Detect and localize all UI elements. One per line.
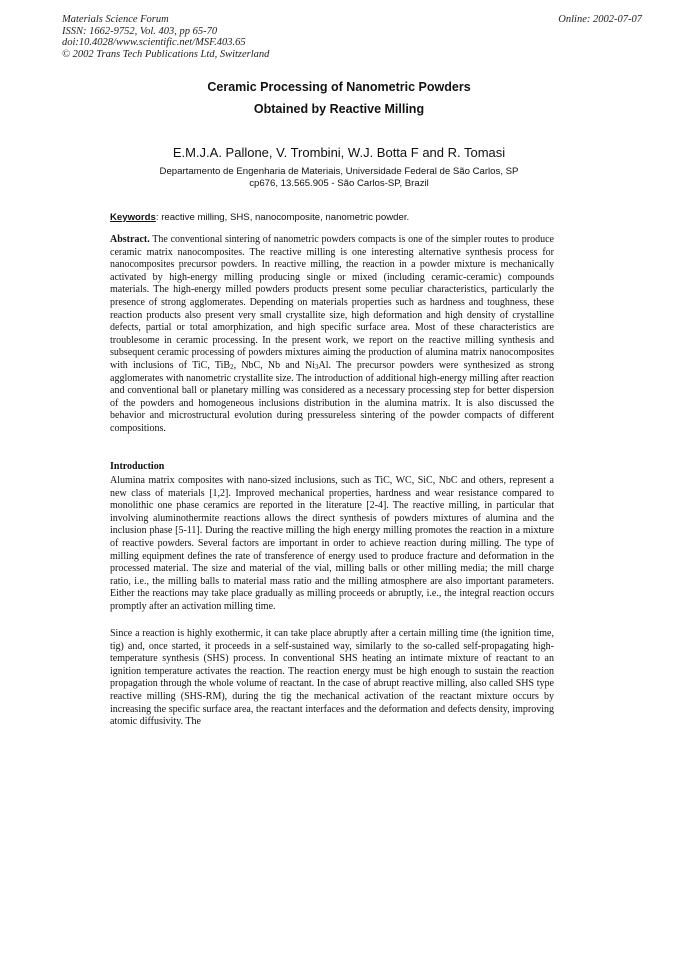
keywords — [110, 212, 409, 223]
abstract — [110, 234, 554, 436]
introduction-paragraph-1: Alumina matrix composites with nano-sized inclusions, such as TiC, WC, SiC, NbC and others, represent a new class of materials [1,2]. Improved mechanical properties, hardness and wear resistance compared to monolithic one phase ceramics are reported in the literature [2-4]. The reactive milling, in particular that involving aluminothermite reactions allows the direct synthesis of powders mixtures of alumina and the inclusion phase [5-11]. During the reactive milling the high energy milling promotes the reaction in a mixture of reactive powders. Several factors are important in order to achieve reaction during milling. The type of milling equipment defines the rate of transference of energy used to produce fracture and deformation in the processed material. The size and material of the vial, milling balls or other milling media; the mill charge ratio, i.e., the milling balls to material mass ratio and the milling atmosphere are also important parameters. Either the reactions may take place gradually as milling proceeds or abruptly, i.e., the integral reaction occurs promptly after an activation milling time. — [110, 475, 554, 612]
author-list: E.M.J.A. Pallone, V. Trombini, W.J. Botta F and R. Tomasi — [172, 145, 506, 160]
abstract-text-3: Al. The precursor powders were synthesized as strong agglomerates with nanometric crystallite size. The introduction of additional high-energy milling after reaction and conventional ball or planetary milling was considered as a necessary processing step for better dispersion of the powders and homogeneous inclusions distribution in the alumina matrix. It is also discussed the behavior and microstructural evolution during pressureless sintering of the powder compacts of different compositions. — [110, 359, 554, 434]
affiliation-line2: cp676, 13.565.905 - São Carlos-SP, Brazil — [249, 178, 429, 189]
paper-title-line1: Ceramic Processing of Nanometric Powders — [207, 80, 471, 94]
abstract-text-1: The conventional sintering of nanometric powders compacts is one of the simpler routes to produce ceramic matrix nanocomposites. The reactive milling is one interesting alternative synthesis process for nanocomposites precursor powders. In reactive milling, the reaction in a powder mixture is mechanically activated by high-energy milling producing single or mixed (including ceramic-ceramic) compounds materials. The high-energy milled powders products present some peculiar characteristics, particularly the presence of strong agglomerates. Depending on materials properties such as hardness and toughness, these reaction products also present very small crystallite size, high deformation and high density of crystalline defects, partial or total amorphization, and high specific surface area. Most of these characteristics are troublesome in ceramic processing. In the present work, we report on the reactive milling synthesis and subsequent ceramic processing of powders mixtures aiming the production of alumina matrix nanocomposites with inclusions of TiC, TiB — [110, 234, 554, 371]
keywords-label: Keywords — [110, 212, 156, 223]
doi-line: doi:10.4028/www.scientific.net/MSF.403.65 — [62, 37, 246, 49]
subscript-2: 2 — [230, 362, 234, 371]
journal-name: Materials Science Forum — [62, 14, 169, 25]
introduction-heading: Introduction — [110, 461, 165, 472]
introduction-paragraph-2: Since a reaction is highly exothermic, it can take place abruptly after a certain milling time (the ignition time, tig) and, once started, it proceeds in a self-sustained way, similarly to the so-called self-propagating high-temperature synthesis (SHS) process. In conventional SHS heating an intimate mixture of reactant to an ignition temperature activates the reaction. The reaction energy must be high enough to sustain the reaction propagation through the whole volume of reactant. In the case of abrupt reactive milling, also called SHS type reactive milling (SHS-RM), during the tig the mechanical activation of the reactant mixture occurs by increasing the specific surface area, the reactant interfaces and the deformation and defects density, improving atomic diffusivity. The — [110, 628, 554, 728]
subscript-3: 3 — [315, 362, 319, 371]
copyright-line: © 2002 Trans Tech Publications Ltd, Switzerland — [62, 48, 270, 60]
paper-title-line2: Obtained by Reactive Milling — [253, 102, 425, 116]
abstract-text-2: , NbC, Nb and Ni — [233, 359, 316, 371]
online-date: Online: 2002-07-07 — [558, 14, 642, 25]
keywords-text: : reactive milling, SHS, nanocomposite, nanometric powder. — [155, 212, 410, 223]
affiliation-line1: Departamento de Engenharia de Materiais, Universidade Federal de São Carlos, SP — [159, 166, 519, 177]
affiliation — [0, 166, 678, 190]
abstract-label: Abstract. — [110, 234, 150, 245]
issn-line: ISSN: 1662-9752, Vol. 403, pp 65-70 — [62, 25, 218, 37]
journal-header — [62, 14, 269, 60]
